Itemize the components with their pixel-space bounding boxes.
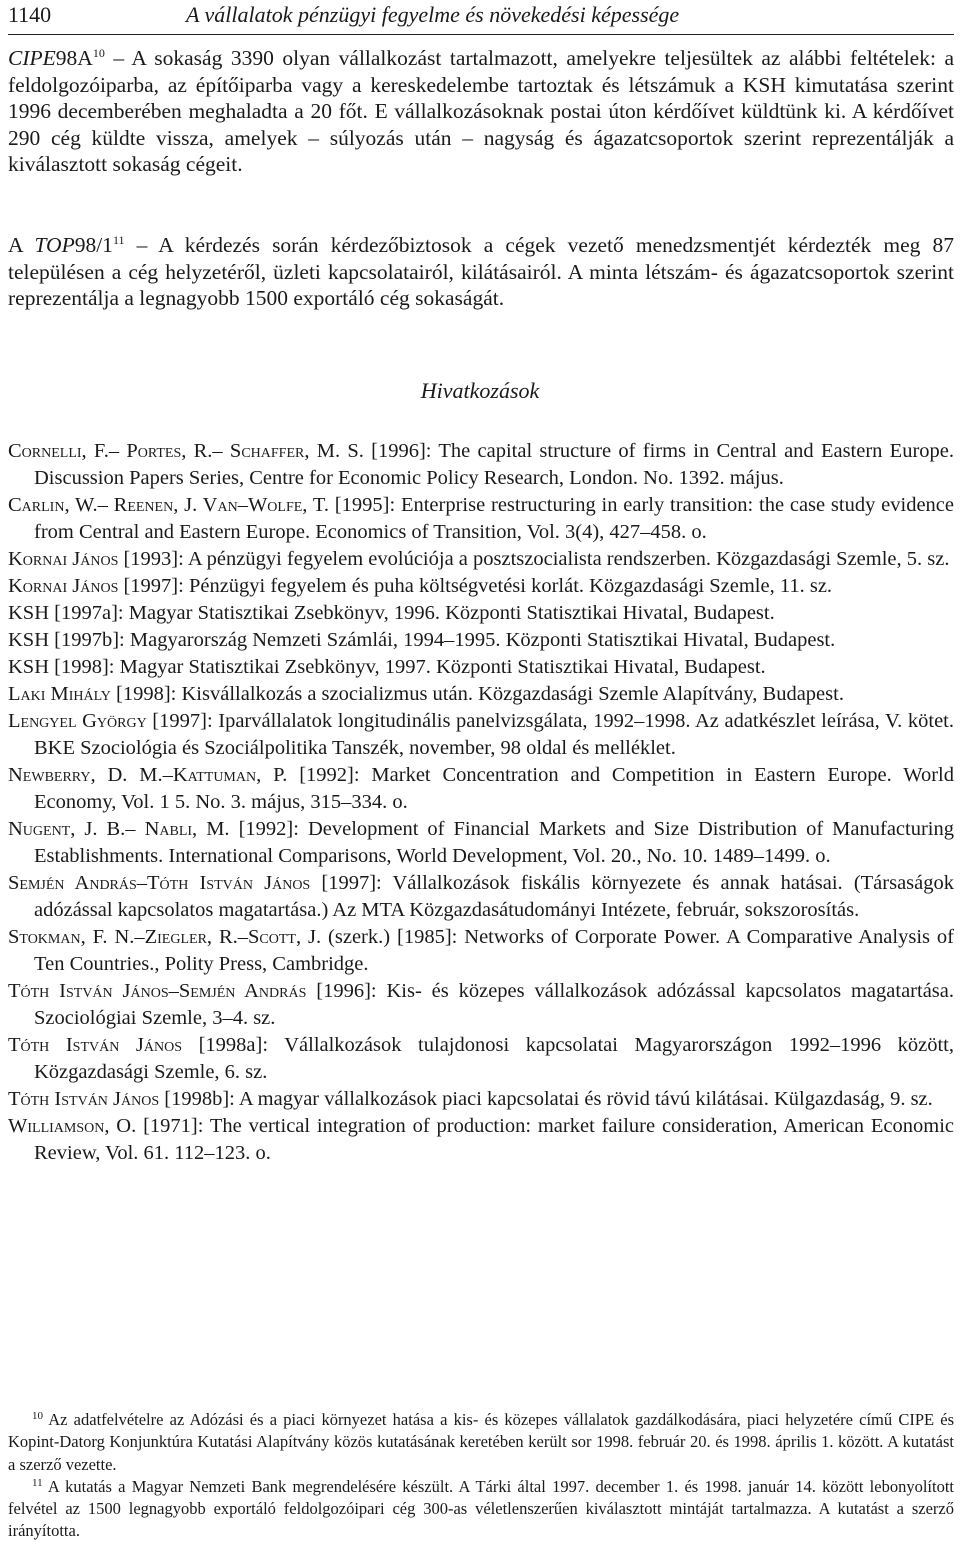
header-rule: [8, 34, 954, 35]
reference-authors: Carlin, W.– Reenen, J. Van–Wolfe, T.: [8, 494, 329, 516]
reference-item: [8, 654, 954, 681]
reference-details: [1997b]: Magyarország Nemzeti Számlái, 1994–1995. Központi Statisztikai Hivatal, Budapest.: [49, 629, 836, 651]
reference-details: [1997a]: Magyar Statisztikai Zsebkönyv, 1996. Központi Statisztikai Hivatal, Budapest.: [49, 602, 775, 624]
reference-details: [1992]: Development of Financial Markets and Size Distribution of Manufacturing Establishments. International Comparisons, World Development, Vol. 20., No. 10. 1489–1499. o.: [34, 818, 954, 867]
survey-code: 98A: [55, 46, 93, 70]
footnote-number: 11: [32, 1476, 43, 1489]
reference-item: [8, 924, 954, 978]
footnote-text: Az adatfelvételre az Adózási és a piaci környezet hatása a kis- és közepes vállalatok gazdálkodására, piaci helyzetére című CIPE és Kopint-Datorg Konjunktúra Kutatási Alapítvány közös kutatásának keretében került sor 1998. február 20. és 1998. április 1. között. A kutatást a szerző vezette.: [8, 1410, 954, 1474]
reference-authors: KSH: [8, 656, 50, 678]
survey-prefix: A: [8, 233, 35, 257]
reference-details: (szerk.) [1985]: Networks of Corporate Power. A Comparative Analysis of Ten Countries., Polity Press, Cambridge.: [34, 926, 954, 975]
reference-authors: Williamson, O.: [8, 1115, 137, 1137]
reference-authors: Kornai János: [8, 575, 119, 597]
reference-details: [1998b]: A magyar vállalkozások piaci kapcsolatai és rövid távú kilátásai. Külgazdaság, 9. sz.: [159, 1088, 933, 1110]
reference-item: [8, 438, 954, 492]
reference-details: [1997]: Pénzügyi fegyelem és puha költségvetési korlát. Közgazdasági Szemle, 11. sz.: [118, 575, 833, 597]
paragraph-text: – A sokaság 3390 olyan vállalkozást tartalmazott, amelyekre teljesültek az alábbi feltételek: a feldolgozóiparba, az építőiparba vagy a kereskedelembe tartoztak és létszámuk a KSH kimutatása szerint 1996 decemberében meghaladta a 20 főt. E vállalkozásoknak postai úton kérdőívet küldtünk ki. A kérdőívet 290 cég küldte vissza, amelyek – súlyozás után – nagyság és ágazatcsoportok szerint reprezentálják a kiválasztott sokaság cégeit.: [8, 46, 954, 176]
page-number: 1140: [8, 2, 52, 27]
reference-details: [1992]: Market Concentration and Competition in Eastern Europe. World Economy, Vol. 1 5. No. 3. május, 315–334. o.: [34, 764, 954, 813]
reference-authors: Newberry, D. M.–Kattuman, P.: [8, 764, 288, 786]
reference-item: [8, 681, 954, 708]
footnotes: [8, 1409, 954, 1543]
reference-item: [8, 492, 954, 546]
survey-name: TOP: [34, 233, 75, 257]
reference-item: [8, 573, 954, 600]
references-heading: Hivatkozások: [420, 378, 540, 403]
reference-item: [8, 627, 954, 654]
reference-authors: Lengyel György: [8, 710, 147, 732]
reference-authors: Tóth István János: [8, 1034, 183, 1056]
reference-item: [8, 1086, 954, 1113]
reference-item: [8, 870, 954, 924]
reference-item: [8, 1032, 954, 1086]
reference-details: [1998a]: Vállalkozások tulajdonosi kapcsolatai Magyarországon 1992–1996 között, Közgazdasági Szemle, 6. sz.: [34, 1034, 954, 1083]
reference-authors: KSH: [8, 602, 50, 624]
footnote-ref[interactable]: 11: [112, 233, 125, 247]
reference-details: [1996]: Kis- és közepes vállalkozások adózással kapcsolatos magatartása. Szociológiai Szemle, 3–4. sz.: [34, 980, 954, 1029]
survey-code: 98/1: [74, 233, 113, 257]
reference-item: [8, 708, 954, 762]
reference-item: [8, 1113, 954, 1167]
survey-name: CIPE: [8, 46, 56, 70]
reference-details: [1998]: Magyar Statisztikai Zsebkönyv, 1997. Központi Statisztikai Hivatal, Budapest.: [49, 656, 766, 678]
reference-authors: Stokman, F. N.–Ziegler, R.–Scott, J.: [8, 926, 322, 948]
reference-authors: KSH: [8, 629, 50, 651]
reference-authors: Cornelli, F.– Portes, R.– Schaffer, M. S.: [8, 440, 364, 462]
reference-details: [1997]: Iparvállalatok longitudinális panelvizsgálata, 1992–1998. Az adatkészlet leírása, V. kötet. BKE Szociológia és Szociálpolitika Tanszék, november, 98 oldal és melléklet.: [34, 710, 955, 759]
footnote-text: A kutatás a Magyar Nemzeti Bank megrendelésére készült. A Tárki által 1997. december 1. és 1998. január 14. között lebonyolított felvétel az 1500 legnagyobb exportáló feldolgozóipari cég 300-as véletlenszerűen kiválasztott mintáját tartalmazza. A kutatást a szerző irányította.: [8, 1476, 954, 1541]
reference-authors: Tóth István János: [8, 1088, 160, 1110]
reference-item: [8, 816, 954, 870]
paragraph-text: – A kérdezés során kérdezőbiztosok a cégek vezető menedzsmentjét kérdezték meg 87 településen a cég helyzetéről, üzleti kapcsolatairól, kilátásairól. A minta létszám- és ágazatcsoportok szerint reprezentálja a legnagyobb 1500 exportáló cég sokaságát.: [8, 233, 955, 310]
reference-details: [1997]: Vállalkozások fiskális környezete és annak hatásai. (Társaságok adózással kapcsolatos magatartása.) Az MTA Közgazdasátudományi Intézete, február, sokszorosítás.: [34, 872, 954, 921]
reference-authors: Semjén András–Tóth István János: [8, 872, 311, 894]
footnote: [8, 1409, 954, 1476]
reference-details: [1971]: The vertical integration of production: market failure consideration, American Economic Review, Vol. 61. 112–123. o.: [34, 1115, 954, 1164]
footnote-number: 10: [32, 1410, 43, 1422]
reference-details: [1998]: Kisvállalkozás a szocializmus után. Közgazdasági Szemle Alapítvány, Budapest.: [110, 683, 844, 705]
footnote: [8, 1476, 954, 1543]
paragraph-top: [8, 232, 954, 312]
reference-item: [8, 600, 954, 627]
references-list: [8, 438, 954, 1167]
reference-details: [1993]: A pénzügyi fegyelem evolúciója a posztszocialista rendszerben. Közgazdasági Szemle, 5. sz.: [118, 548, 950, 570]
paragraph-cipe: [8, 45, 954, 178]
reference-authors: Nugent, J. B.– Nabli, M.: [8, 818, 230, 840]
reference-authors: Tóth István János–Semjén András: [8, 980, 307, 1002]
running-title: A vállalatok pénzügyi fegyelme és növekedési képessége: [186, 2, 680, 27]
reference-details: [1995]: Enterprise restructuring in early transition: the case study evidence from Central and Eastern Europe. Economics of Transition, Vol. 3(4), 427–458. o.: [34, 494, 954, 543]
reference-item: [8, 762, 954, 816]
reference-item: [8, 978, 954, 1032]
page-header: [8, 0, 954, 32]
reference-authors: Kornai János: [8, 548, 119, 570]
reference-item: [8, 546, 954, 573]
footnote-ref[interactable]: 10: [92, 46, 105, 60]
reference-authors: Laki Mihály: [8, 683, 111, 705]
reference-details: [1996]: The capital structure of firms in Central and Eastern Europe. Discussion Papers Series, Centre for Economic Policy Research, London. No. 1392. május.: [34, 440, 954, 489]
